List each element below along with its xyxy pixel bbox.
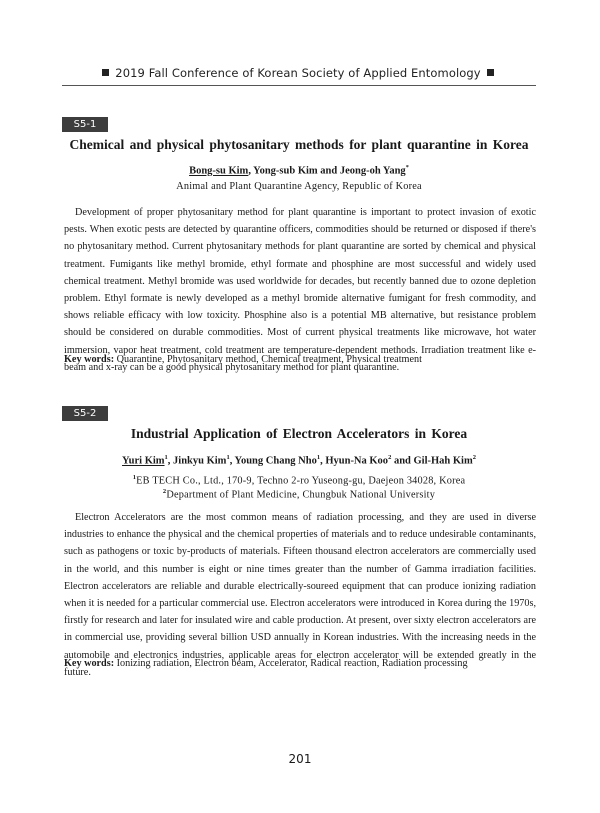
- affiliation-text: EB TECH Co., Ltd., 170-9, Techno 2-ro Yuseong-gu, Daejeon 34028, Korea: [136, 475, 466, 487]
- affiliation-mark: 1: [132, 474, 137, 481]
- keywords-label: Key words:: [64, 354, 115, 365]
- session-badge: S5-1: [62, 117, 108, 132]
- affiliation-mark: 1: [164, 454, 168, 461]
- affiliation: Animal and Plant Quarantine Agency, Republic of Korea: [176, 181, 422, 192]
- presenting-author: Bong-su Kim: [189, 165, 249, 177]
- running-header-text: 2019 Fall Conference of Korean Society of Applied Entomology: [115, 66, 481, 80]
- page-number: 201: [288, 752, 312, 766]
- affiliation-text: Department of Plant Medicine, Chungbuk National University: [166, 489, 436, 501]
- square-bullet-icon: [487, 69, 494, 76]
- keywords-label: Key words:: [64, 658, 115, 669]
- abstract-body: Development of proper phytosanitary method for plant quarantine is important to protect invasion of exotic pests. When exotic pests are detected by quarantine officers, commodities should be returned or disposed if there's no phytosanitary method. Current phytosanitary methods for plant quarantine are sorted by chemical and physical treatment. Fumigants like methyl bromide, ethyl formate and phosphine are most successful and widely used chemical treatment. Methyl bromide was used worldwide for decades, but recently banned due to ozone depletion problem. Ethyl formate is newly developed as a methyl bromide alternative fumigant for fresh commodity, and shows reliable efficacy with low toxicity. Phosphine also is a potential MB alternative, but resistance problem should be considered on durable commodities. Most of current physical treatments like microwave, hot water immersion, vapor heat treatment, cold treatment are temperature-dependent methods. Irradiation treatment like e-beam and x-ray can be a good physical phytosanitary method for plant quarantine.: [64, 207, 536, 373]
- square-bullet-icon: [102, 69, 109, 76]
- keywords-text: Quarantine, Phytosanitary method, Chemical treatment, Physical treatment: [116, 354, 422, 365]
- keywords-text: Ionizing radiation, Electron beam, Accelerator, Radical reaction, Radiation processing: [116, 658, 468, 669]
- keywords-line: [64, 658, 536, 669]
- co-author: , Young Chang Nho: [229, 455, 317, 467]
- affiliation-mark: 2: [388, 454, 392, 461]
- co-author: and Gil-Hah Kim: [391, 455, 473, 467]
- header-rule: [62, 85, 536, 86]
- keywords-line: [64, 354, 536, 365]
- co-author: , Jinkyu Kim: [167, 455, 227, 467]
- running-header: [62, 66, 534, 80]
- co-author: , Hyun-Na Koo: [320, 455, 389, 467]
- corresponding-mark: *: [405, 164, 409, 171]
- abstract-body: Electron Accelerators are the most common means of radiation processing, and they are used in diverse industries to enhance the physical and the chemical properties of materials and to reduce undesirable contaminants, such as pathogens or toxic by-products of materials. Fifteen thousand electron accelerators are commercially used in the world, and this number is eight or nine times greater than the number of Gamma irradiation facilities. Electron accelerators are reliable and durable electrically-soureed equipment that can produce ionizing radiation when it is needed for a particular commercial use. Electron accelerators were introduced in Korea during the 1970s, firstly for research and later for insulated wire and cable production. At present, over sixty electron accelerators are in commercial use, providing several billion USD annually in Korean industries. With the increasing needs in the automobile and electronics industries, applicable areas for electron accelerator will be extended greatly in the future.: [64, 512, 536, 678]
- author-list: [62, 164, 536, 177]
- affiliation-mark: 2: [162, 488, 167, 495]
- affiliation-mark: 1: [226, 454, 230, 461]
- session-badge: S5-2: [62, 406, 108, 421]
- affiliation-mark: 2: [472, 454, 476, 461]
- co-authors: , Yong-sub Kim and Jeong-oh Yang: [248, 165, 406, 177]
- abstract-title: Industrial Application of Electron Accelerators in Korea: [130, 426, 468, 441]
- affiliation-mark: 1: [316, 454, 321, 461]
- abstract-title: Chemical and physical phytosanitary methods for plant quarantine in Korea: [69, 137, 529, 152]
- affiliation: [62, 484, 536, 502]
- author-list: [62, 454, 536, 467]
- presenting-author: Yuri Kim: [122, 455, 165, 467]
